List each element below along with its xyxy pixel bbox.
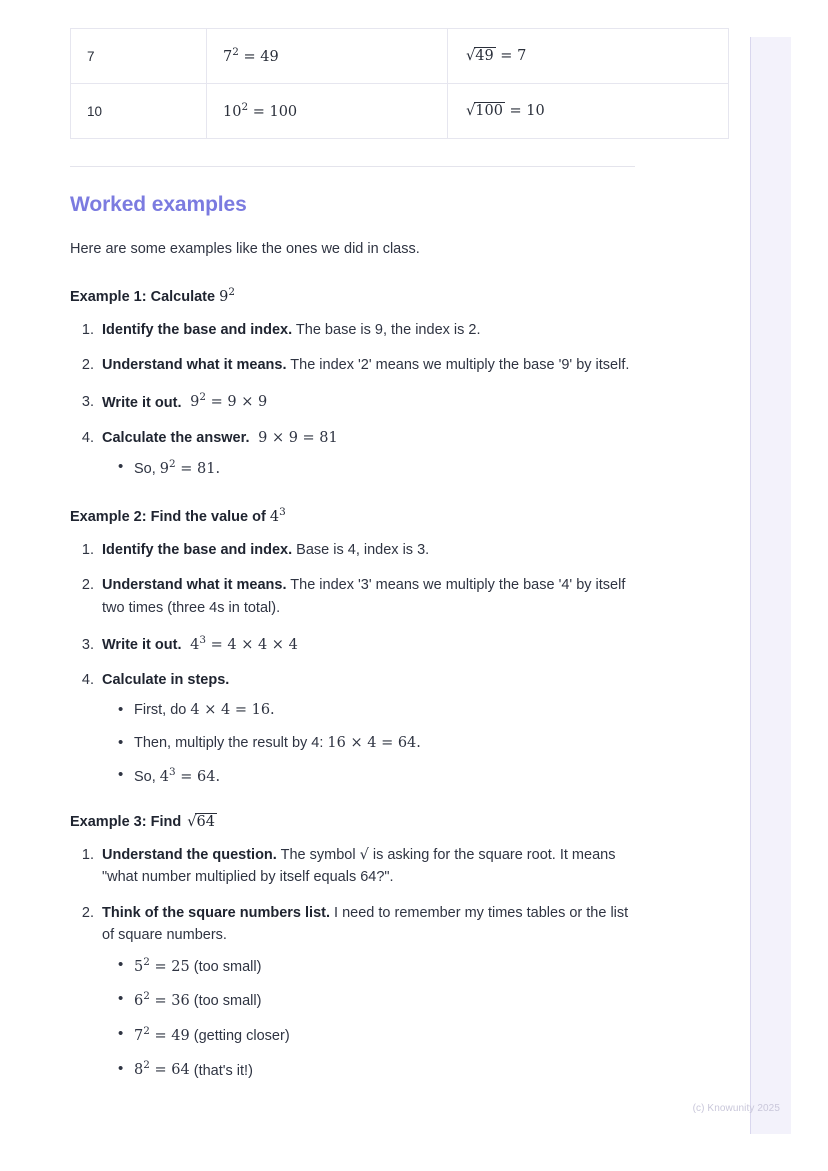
step-sublist [102,955,635,1082]
section-divider [70,166,635,167]
section-intro: Here are some examples like the ones we did in class. [70,241,420,257]
step-sublist [102,700,635,789]
step-text: The index '3' means we multiply the base '4' by itself two times (three 4s in total). [102,577,626,616]
sub-math: $9^2 = 81$. [159,458,221,478]
step-math: $9^2 = 9 \times 9$ [185,391,268,411]
list-item: • $8^2 = 64$ (that's it!) [116,1059,635,1083]
list-item [98,574,635,619]
radical-icon: √ [359,846,369,863]
example-2-title-math: $4^3$ [269,505,286,525]
step-text: Base is 4, index is 3. [292,541,430,558]
copyright-footer: (c) Knowunity 2025 [692,1103,780,1114]
list-item: • So, $4^3 = 64$. [116,765,635,789]
step-label: Understand what it means. [102,577,287,594]
list-item [98,844,635,889]
list-item [98,354,635,376]
sub-math: $5^2 = 25$ [134,955,190,975]
example-2-title-text: Example 2: Find the value of [70,508,270,525]
step-label: Write it out. [102,394,182,411]
list-item: • Then, multiply the result by 4: 16 × 4 = 64. [116,733,635,755]
step-label: Understand what it means. [102,357,287,374]
step-sublist [102,457,635,481]
list-item: • So, $9^2 = 81$. [116,457,635,481]
example-2-title [70,506,635,525]
table-cell-square [207,29,448,84]
math-square-expression: $7^2 = 49$ [223,46,279,66]
step-label: Think of the square numbers list. [102,904,331,921]
table-cell-square [207,84,448,139]
list-item [98,632,635,656]
list-item [98,539,635,561]
list-item [98,390,635,414]
list-item [98,669,635,789]
list-item: • First, do 4 × 4 = 16. [116,700,635,722]
list-item [98,427,635,481]
step-label: Write it out. [102,636,182,653]
example-3-steps [70,844,635,1082]
table-cell-root [448,29,729,84]
table-row [71,84,729,139]
table-cell-root [448,84,729,139]
math-root-expression: √49 = 7 [466,48,527,64]
example-1-title [70,286,635,305]
page-right-rail [751,37,791,1134]
example-2-steps [70,539,635,789]
step-text-after: is asking for the square root. It means "what number multiplied by itself equals 64?". [102,846,616,886]
step-math: $4^3 = 4 \times 4 \times 4$ [185,634,298,653]
step-label: Calculate the answer. [102,429,250,446]
math-square-expression: $10^2 = 100$ [223,101,298,121]
example-1-steps [70,319,635,481]
sub-math: $8^2 = 64$ [134,1059,190,1079]
table-row [71,29,729,84]
list-item: • $5^2 = 25$ (too small) [116,955,635,979]
step-label: Identify the base and index. [102,321,293,338]
list-item: • $6^2 = 36$ (too small) [116,989,635,1013]
square-numbers-table [70,28,729,139]
table-cell-number: 10 [71,84,207,139]
list-item [98,902,635,1082]
page-title: Worked examples [70,193,247,216]
sub-math: $7^2 = 49$ [134,1024,190,1044]
list-item: • $7^2 = 49$ (getting closer) [116,1024,635,1048]
sub-math: $4^3 = 64$. [159,766,221,786]
math-root-expression: √100 = 10 [466,103,545,119]
step-label: Calculate in steps. [102,672,230,689]
step-label: Identify the base and index. [102,541,293,558]
step-text: The base is 9, the index is 2. [292,321,481,338]
sub-math: 4 × 4 = 16. [190,701,275,718]
document-content [70,28,635,1082]
step-math: 9 × 9 = 81 [253,429,338,446]
step-text-before: The symbol [276,846,360,863]
page-right-rail-divider [750,37,751,1134]
step-text: The index '2' means we multiply the base '9' by itself. [286,357,630,374]
step-label: Understand the question. [102,846,277,863]
sub-math: 16 × 4 = 64. [327,734,421,751]
table-cell-number: 7 [71,29,207,84]
example-3-title-text: Example 3: Find [70,813,186,830]
step-text: I need to remember my times tables or the list of square numbers. [102,904,629,944]
example-3-title [70,814,635,830]
sub-math: $6^2 = 36$ [134,990,190,1010]
example-3-title-math: √64 [187,813,215,830]
example-1-title-math: $9^2$ [219,285,235,305]
example-1-title-text: Example 1: Calculate [70,288,220,305]
list-item [98,319,635,341]
